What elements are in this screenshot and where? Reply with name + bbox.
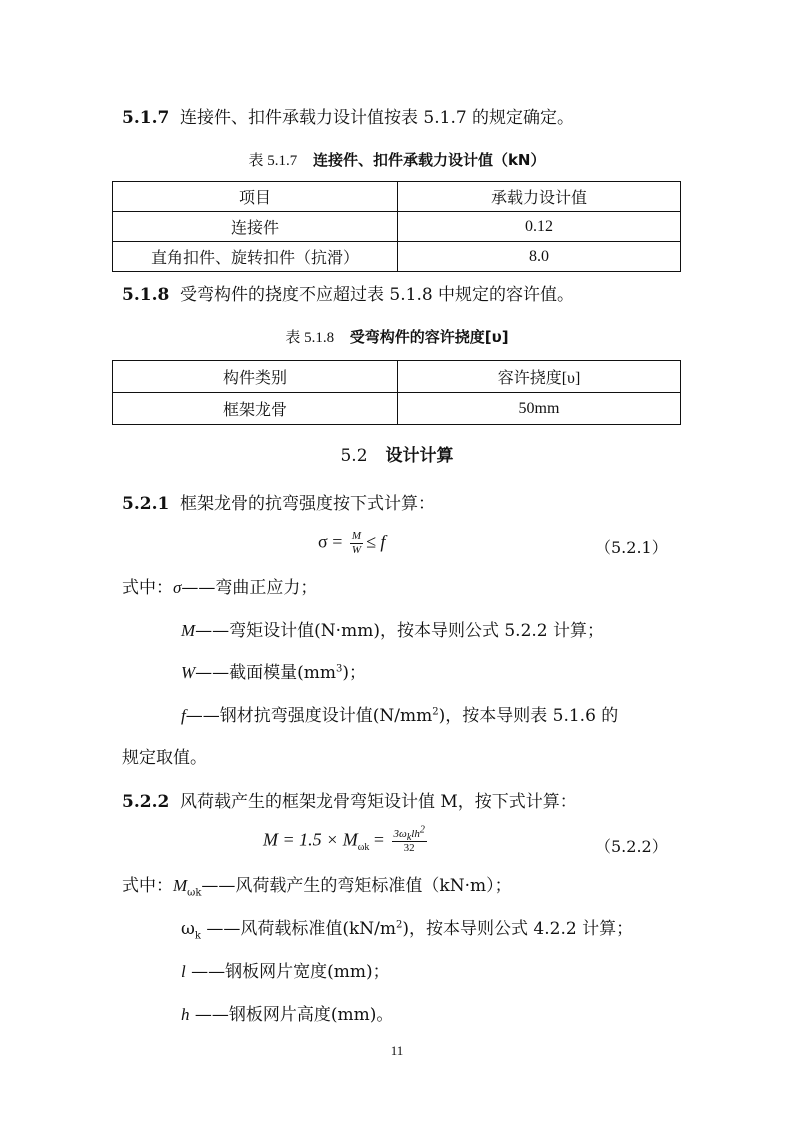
definition-l	[181, 960, 390, 984]
clause-5-1-8	[122, 283, 574, 307]
table-caption-title: 连接件、扣件承载力设计值（kN）	[312, 151, 546, 169]
fraction-denominator: 32	[403, 842, 415, 854]
symbol: f	[181, 706, 186, 725]
definition-wk	[181, 917, 633, 941]
subscript: ωk	[357, 842, 370, 854]
table-header-cell: 构件类别	[113, 361, 398, 393]
table-cell: 0.12	[398, 212, 681, 242]
table-5-1-8-caption	[0, 326, 794, 347]
clause-text: 风荷载产生的框架龙骨弯矩设计值 M，按下式计算：	[180, 792, 577, 812]
clause-number: 5.2.2	[122, 792, 170, 812]
definition-h	[181, 1003, 393, 1027]
superscript: 3	[336, 663, 343, 675]
definition-tail: )；	[342, 663, 367, 683]
fraction-numerator: M	[351, 530, 362, 542]
formula-5-2-1	[318, 530, 385, 557]
subscript: ωk	[187, 887, 202, 899]
table-cell: 直角扣件、旋转扣件（抗滑）	[113, 242, 398, 272]
section-number: 5.2	[340, 446, 368, 466]
table-cell: 连接件	[113, 212, 398, 242]
symbol: l	[181, 962, 186, 981]
symbol: M	[181, 621, 196, 640]
table-header-row	[113, 361, 681, 393]
definition-text: ——风荷载标准值(kN/m	[200, 919, 396, 939]
fraction-denominator: W	[351, 544, 362, 556]
definition-text: ——钢板网片宽度(mm)；	[185, 962, 390, 982]
table-row	[113, 393, 681, 425]
table-caption-number: 表 5.1.7	[248, 153, 298, 169]
where-label: 式中：	[122, 876, 173, 896]
definition-text: ——截面模量(mm	[195, 663, 337, 683]
clause-5-2-2	[122, 790, 577, 814]
table-5-1-8	[112, 360, 681, 425]
definition-wrap: 规定取值。	[122, 748, 207, 768]
formula-equals: =	[369, 829, 389, 850]
table-header-cell: 承载力设计值	[398, 182, 681, 212]
fraction	[392, 824, 427, 855]
clause-number: 5.2.1	[122, 494, 170, 514]
superscript: 2	[396, 919, 403, 931]
definition-f	[181, 704, 618, 728]
formula-rhs: ≤ f	[366, 531, 386, 552]
equation-number: （5.2.1）	[595, 538, 668, 557]
clause-5-1-7	[122, 106, 574, 130]
clause-text: 受弯构件的挠度不应超过表 5.1.8 中规定的容许值。	[180, 285, 575, 305]
definition-sigma	[122, 576, 317, 600]
clause-text: 连接件、扣件承载力设计值按表 5.1.7 的规定确定。	[180, 108, 575, 128]
numerator-superscript: 2	[419, 824, 425, 836]
formula-lhs: M = 1.5 × M	[263, 829, 358, 850]
fraction-numerator	[392, 824, 427, 844]
symbol: M	[173, 876, 188, 895]
section-title: 设计计算	[385, 446, 454, 466]
clause-text: 框架龙骨的抗弯强度按下式计算：	[180, 494, 435, 514]
symbol: h	[181, 1005, 190, 1024]
definition-m	[181, 619, 604, 643]
numerator-part: 3ω	[393, 828, 407, 840]
definition-text: ——风荷载产生的弯矩标准值（kN·m）；	[201, 876, 512, 896]
definition-text: ——钢板网片高度(mm)。	[189, 1005, 394, 1025]
table-row	[113, 242, 681, 272]
page-number: 11	[390, 1043, 404, 1058]
table-header-cell: 项目	[113, 182, 398, 212]
table-row	[113, 212, 681, 242]
symbol: σ	[173, 578, 182, 597]
section-heading-5-2	[0, 441, 794, 466]
table-cell: 框架龙骨	[113, 393, 398, 425]
table-5-1-7	[112, 181, 681, 272]
definition-tail: )，按本导则表 5.1.6 的	[438, 706, 619, 726]
table-caption-number: 表 5.1.8	[285, 330, 335, 346]
definition-text: ——钢材抗弯强度设计值(N/mm	[185, 706, 433, 726]
table-header-cell: 容许挠度[υ]	[398, 361, 681, 393]
subscript: k	[194, 930, 201, 942]
formula-5-2-2	[263, 824, 430, 855]
definition-text: ——弯曲正应力；	[181, 578, 318, 598]
definition-tail: )，按本导则公式 4.2.2 计算；	[402, 919, 634, 939]
fraction	[350, 530, 363, 557]
clause-5-2-1	[122, 492, 435, 516]
symbol: W	[181, 663, 196, 682]
table-5-1-7-caption	[0, 149, 794, 170]
table-caption-title: 受弯构件的容许挠度[υ]	[349, 328, 509, 346]
equation-number: （5.2.2）	[595, 837, 668, 856]
definition-w	[181, 661, 366, 685]
numerator-tail: lh	[411, 828, 420, 840]
clause-number: 5.1.7	[122, 108, 170, 128]
clause-number: 5.1.8	[122, 285, 170, 305]
table-cell: 50mm	[398, 393, 681, 425]
where-label: 式中：	[122, 578, 173, 598]
symbol: ω	[181, 919, 195, 939]
definition-mwk	[122, 874, 512, 898]
table-header-row	[113, 182, 681, 212]
formula-lhs: σ =	[318, 531, 347, 552]
numerator-subscript: k	[406, 832, 412, 844]
superscript: 2	[432, 706, 439, 718]
definition-text: ——弯矩设计值(N·mm)，按本导则公式 5.2.2 计算；	[195, 621, 605, 641]
table-cell: 8.0	[398, 242, 681, 272]
